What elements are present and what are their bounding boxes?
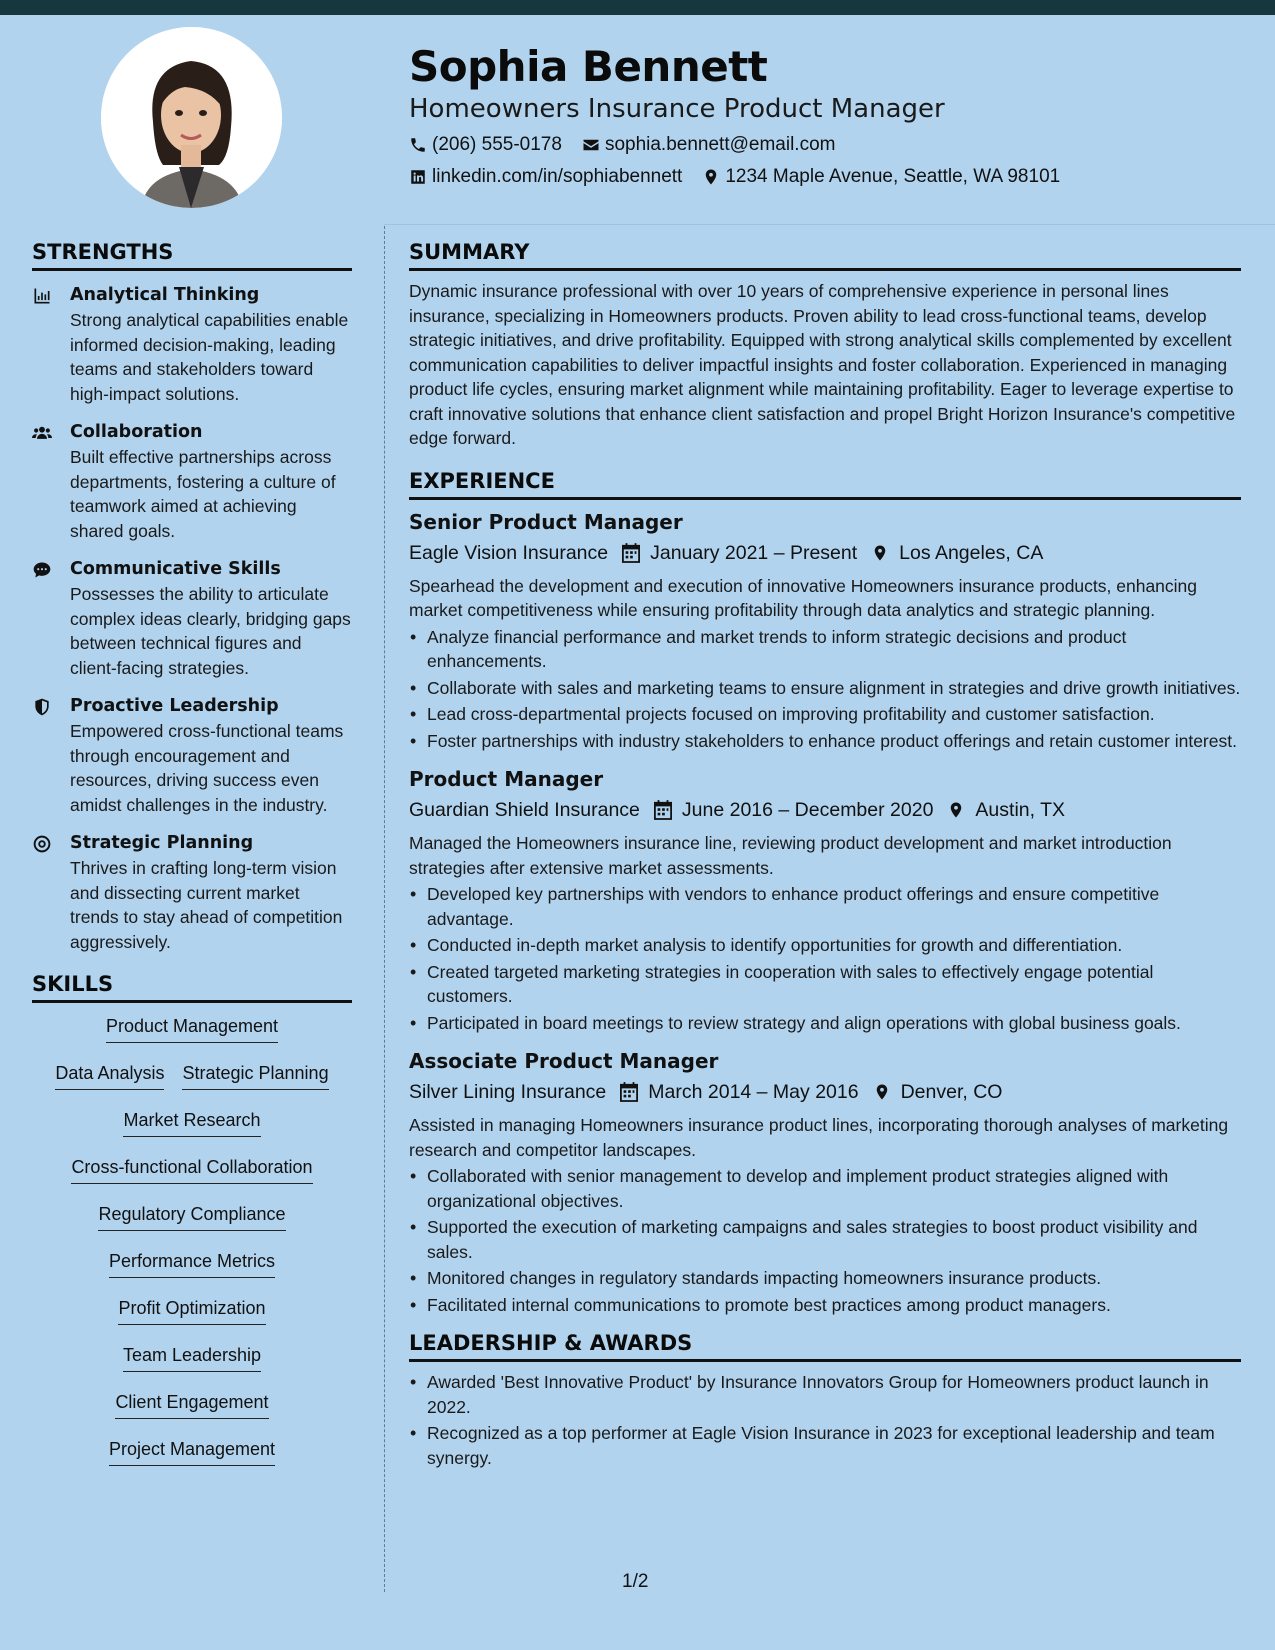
map-pin-icon xyxy=(947,800,965,820)
calendar-icon xyxy=(654,800,672,820)
awards-list xyxy=(409,1370,1241,1470)
strengths-list xyxy=(32,283,352,954)
award-item: • Awarded 'Best Innovative Product' by Insurance Innovators Group for Homeowners product launch in 2022. xyxy=(409,1370,1241,1419)
job-entry xyxy=(409,508,1241,754)
strength-item xyxy=(32,557,352,680)
award-item: • Recognized as a top performer at Eagle Vision Insurance in 2023 for exceptional leadership and team synergy. xyxy=(409,1421,1241,1470)
bullet-item: • Collaborate with sales and marketing teams to ensure alignment in strategies and drive growth initiatives. xyxy=(409,676,1241,701)
job-role: Product Manager xyxy=(409,767,604,791)
job-description: Assisted in managing Homeowners insurance product lines, incorporating thorough analyses of marketing research and competitor landscapes. xyxy=(409,1115,1229,1160)
skill-tag: Project Management xyxy=(109,1436,275,1466)
skill-tag: Market Research xyxy=(123,1107,260,1137)
calendar-icon xyxy=(620,1082,638,1102)
job-location: Austin, TX xyxy=(975,799,1066,821)
column-divider xyxy=(384,226,385,1592)
contact-phone[interactable] xyxy=(409,134,562,156)
map-pin-icon xyxy=(873,1082,891,1102)
skills-heading: SKILLS xyxy=(32,972,352,1003)
linkedin-icon xyxy=(409,168,427,186)
job-description: Spearhead the development and execution of innovative Homeowners insurance products, enhancing market competitiveness while ensuring profitability through data analytics and strategic planning. xyxy=(409,575,1198,620)
job-role: Associate Product Manager xyxy=(409,1049,719,1073)
summary-heading: SUMMARY xyxy=(409,240,1241,271)
strength-desc: Strong analytical capabilities enable informed decision-making, leading teams and stakeholders toward high-impact solutions. xyxy=(70,310,349,404)
job-meta xyxy=(409,1077,1241,1107)
contact-email[interactable] xyxy=(582,134,836,156)
bullet-item: • Supported the execution of marketing campaigns and sales strategies to boost product visibility and sales. xyxy=(409,1215,1241,1264)
contact-linkedin[interactable] xyxy=(409,166,682,188)
experience-heading: EXPERIENCE xyxy=(409,469,1241,500)
job-company: Guardian Shield Insurance xyxy=(409,799,640,821)
strength-title: Proactive Leadership xyxy=(70,696,279,716)
contact-row-2 xyxy=(409,166,1080,188)
strength-title: Communicative Skills xyxy=(70,559,281,579)
strength-desc: Empowered cross-functional teams through encouragement and resources, driving success even amidst challenges in the industry. xyxy=(70,721,344,815)
top-bar xyxy=(0,0,1275,15)
candidate-name: Sophia Bennett xyxy=(409,42,768,91)
skill-tag: Cross-functional Collaboration xyxy=(71,1154,312,1184)
job-meta xyxy=(409,795,1241,825)
envelope-icon xyxy=(582,136,600,154)
users-icon xyxy=(32,423,52,443)
strengths-heading: STRENGTHS xyxy=(32,240,352,271)
bullet-item: • Developed key partnerships with vendors to enhance product offerings and ensure competitive advantage. xyxy=(409,882,1241,931)
strength-desc: Possesses the ability to articulate complex ideas clearly, bridging gaps between technical figures and client-facing strategies. xyxy=(70,584,351,678)
job-dates: June 2016 – December 2020 xyxy=(681,799,934,821)
profile-photo xyxy=(101,27,282,208)
strength-title: Collaboration xyxy=(70,422,203,442)
target-icon xyxy=(32,834,52,854)
skill-tag: Strategic Planning xyxy=(182,1060,328,1090)
strength-desc: Thrives in crafting long-term vision and dissecting current market trends to stay ahead of competition aggressively. xyxy=(70,858,343,952)
strength-item xyxy=(32,831,352,954)
skills-list xyxy=(32,1013,352,1466)
skill-tag: Performance Metrics xyxy=(109,1248,275,1278)
job-dates: January 2021 – Present xyxy=(650,541,858,564)
candidate-title: Homeowners Insurance Product Manager xyxy=(409,94,945,124)
address-text: 1234 Maple Avenue, Seattle, WA 98101 xyxy=(725,166,1061,187)
page-number: 1/2 xyxy=(622,1571,649,1592)
bullet-item: • Conducted in-depth market analysis to identify opportunities for growth and differentiation. xyxy=(409,933,1241,958)
shield-icon xyxy=(32,697,52,717)
job-location: Denver, CO xyxy=(900,1081,1003,1103)
bullet-item: • Analyze financial performance and market trends to inform strategic decisions and product enhancements. xyxy=(409,625,1241,674)
bullet-item: • Facilitated internal communications to promote best practices among product managers. xyxy=(409,1293,1241,1318)
contact-address xyxy=(702,166,1060,188)
job-bullets xyxy=(409,625,1241,754)
map-pin-icon xyxy=(702,168,720,186)
job-role: Senior Product Manager xyxy=(409,509,683,534)
job-entry xyxy=(409,765,1241,1035)
bullet-item: • Created targeted marketing strategies in cooperation with sales to effectively engage potential customers. xyxy=(409,960,1241,1009)
bullet-item: • Lead cross-departmental projects focused on improving profitability and customer satisfaction. xyxy=(409,702,1241,727)
phone-text: (206) 555-0178 xyxy=(432,134,562,155)
strength-item xyxy=(32,283,352,406)
skill-tag: Product Management xyxy=(106,1013,278,1043)
job-description: Managed the Homeowners insurance line, reviewing product development and market introduction strategies after extensive market assessments. xyxy=(409,833,1172,878)
job-company: Silver Lining Insurance xyxy=(409,1081,607,1103)
contact-row-1 xyxy=(409,134,855,156)
bar-chart-icon xyxy=(32,286,52,306)
left-column xyxy=(32,240,352,1483)
email-text: sophia.bennett@email.com xyxy=(604,134,836,155)
job-bullets xyxy=(409,1164,1241,1317)
calendar-icon xyxy=(622,543,640,563)
job-bullets xyxy=(409,882,1241,1035)
linkedin-text: linkedin.com/in/sophiabennett xyxy=(432,166,683,187)
bullet-item: • Collaborated with senior management to develop and implement product strategies aligned with organizational objectives. xyxy=(409,1164,1241,1213)
skill-tag: Data Analysis xyxy=(55,1060,164,1090)
strength-desc: Built effective partnerships across departments, fostering a culture of teamwork aimed at achieving shared goals. xyxy=(70,447,336,541)
strength-item xyxy=(32,694,352,817)
strength-title: Analytical Thinking xyxy=(70,285,260,305)
job-location: Los Angeles, CA xyxy=(899,541,1044,564)
skill-tag: Client Engagement xyxy=(115,1389,268,1419)
map-pin-icon xyxy=(871,543,889,563)
chat-bubble-icon xyxy=(32,560,52,580)
job-entry xyxy=(409,1047,1241,1317)
job-company: Eagle Vision Insurance xyxy=(409,541,609,564)
strength-item xyxy=(32,420,352,543)
job-meta xyxy=(409,538,1241,568)
skill-tag: Profit Optimization xyxy=(118,1295,265,1325)
profile-photo-image xyxy=(101,27,282,208)
bullet-item: • Monitored changes in regulatory standards impacting homeowners insurance products. xyxy=(409,1266,1241,1291)
skill-tag: Regulatory Compliance xyxy=(98,1201,285,1231)
phone-icon xyxy=(409,136,427,154)
bullet-item: • Participated in board meetings to review strategy and align operations with global business goals. xyxy=(409,1011,1241,1036)
awards-heading: LEADERSHIP & AWARDS xyxy=(409,1331,1241,1362)
job-dates: March 2014 – May 2016 xyxy=(648,1081,859,1103)
strength-title: Strategic Planning xyxy=(70,833,254,853)
bullet-item: • Foster partnerships with industry stakeholders to enhance product offerings and retain customer interest. xyxy=(409,729,1241,754)
skill-tag: Team Leadership xyxy=(123,1342,261,1372)
summary-text: Dynamic insurance professional with over 10 years of comprehensive experience in personal lines insurance, specializing in Homeowners products. Proven ability to lead cross-functional teams, develop strategic initiatives, and drive profitability. Equipped with strong analytical skills complemented by excellent communication capabilities to deliver impactful insights and foster collaboration. Experienced in managing product life cycles, ensuring market alignment while maintaining profitability. Eager to leverage expertise to craft innovative solutions that enhance client satisfaction and propel Bright Horizon Insurance's competitive edge forward. xyxy=(409,281,1236,448)
header-divider xyxy=(384,224,1275,225)
right-column xyxy=(409,240,1241,1472)
